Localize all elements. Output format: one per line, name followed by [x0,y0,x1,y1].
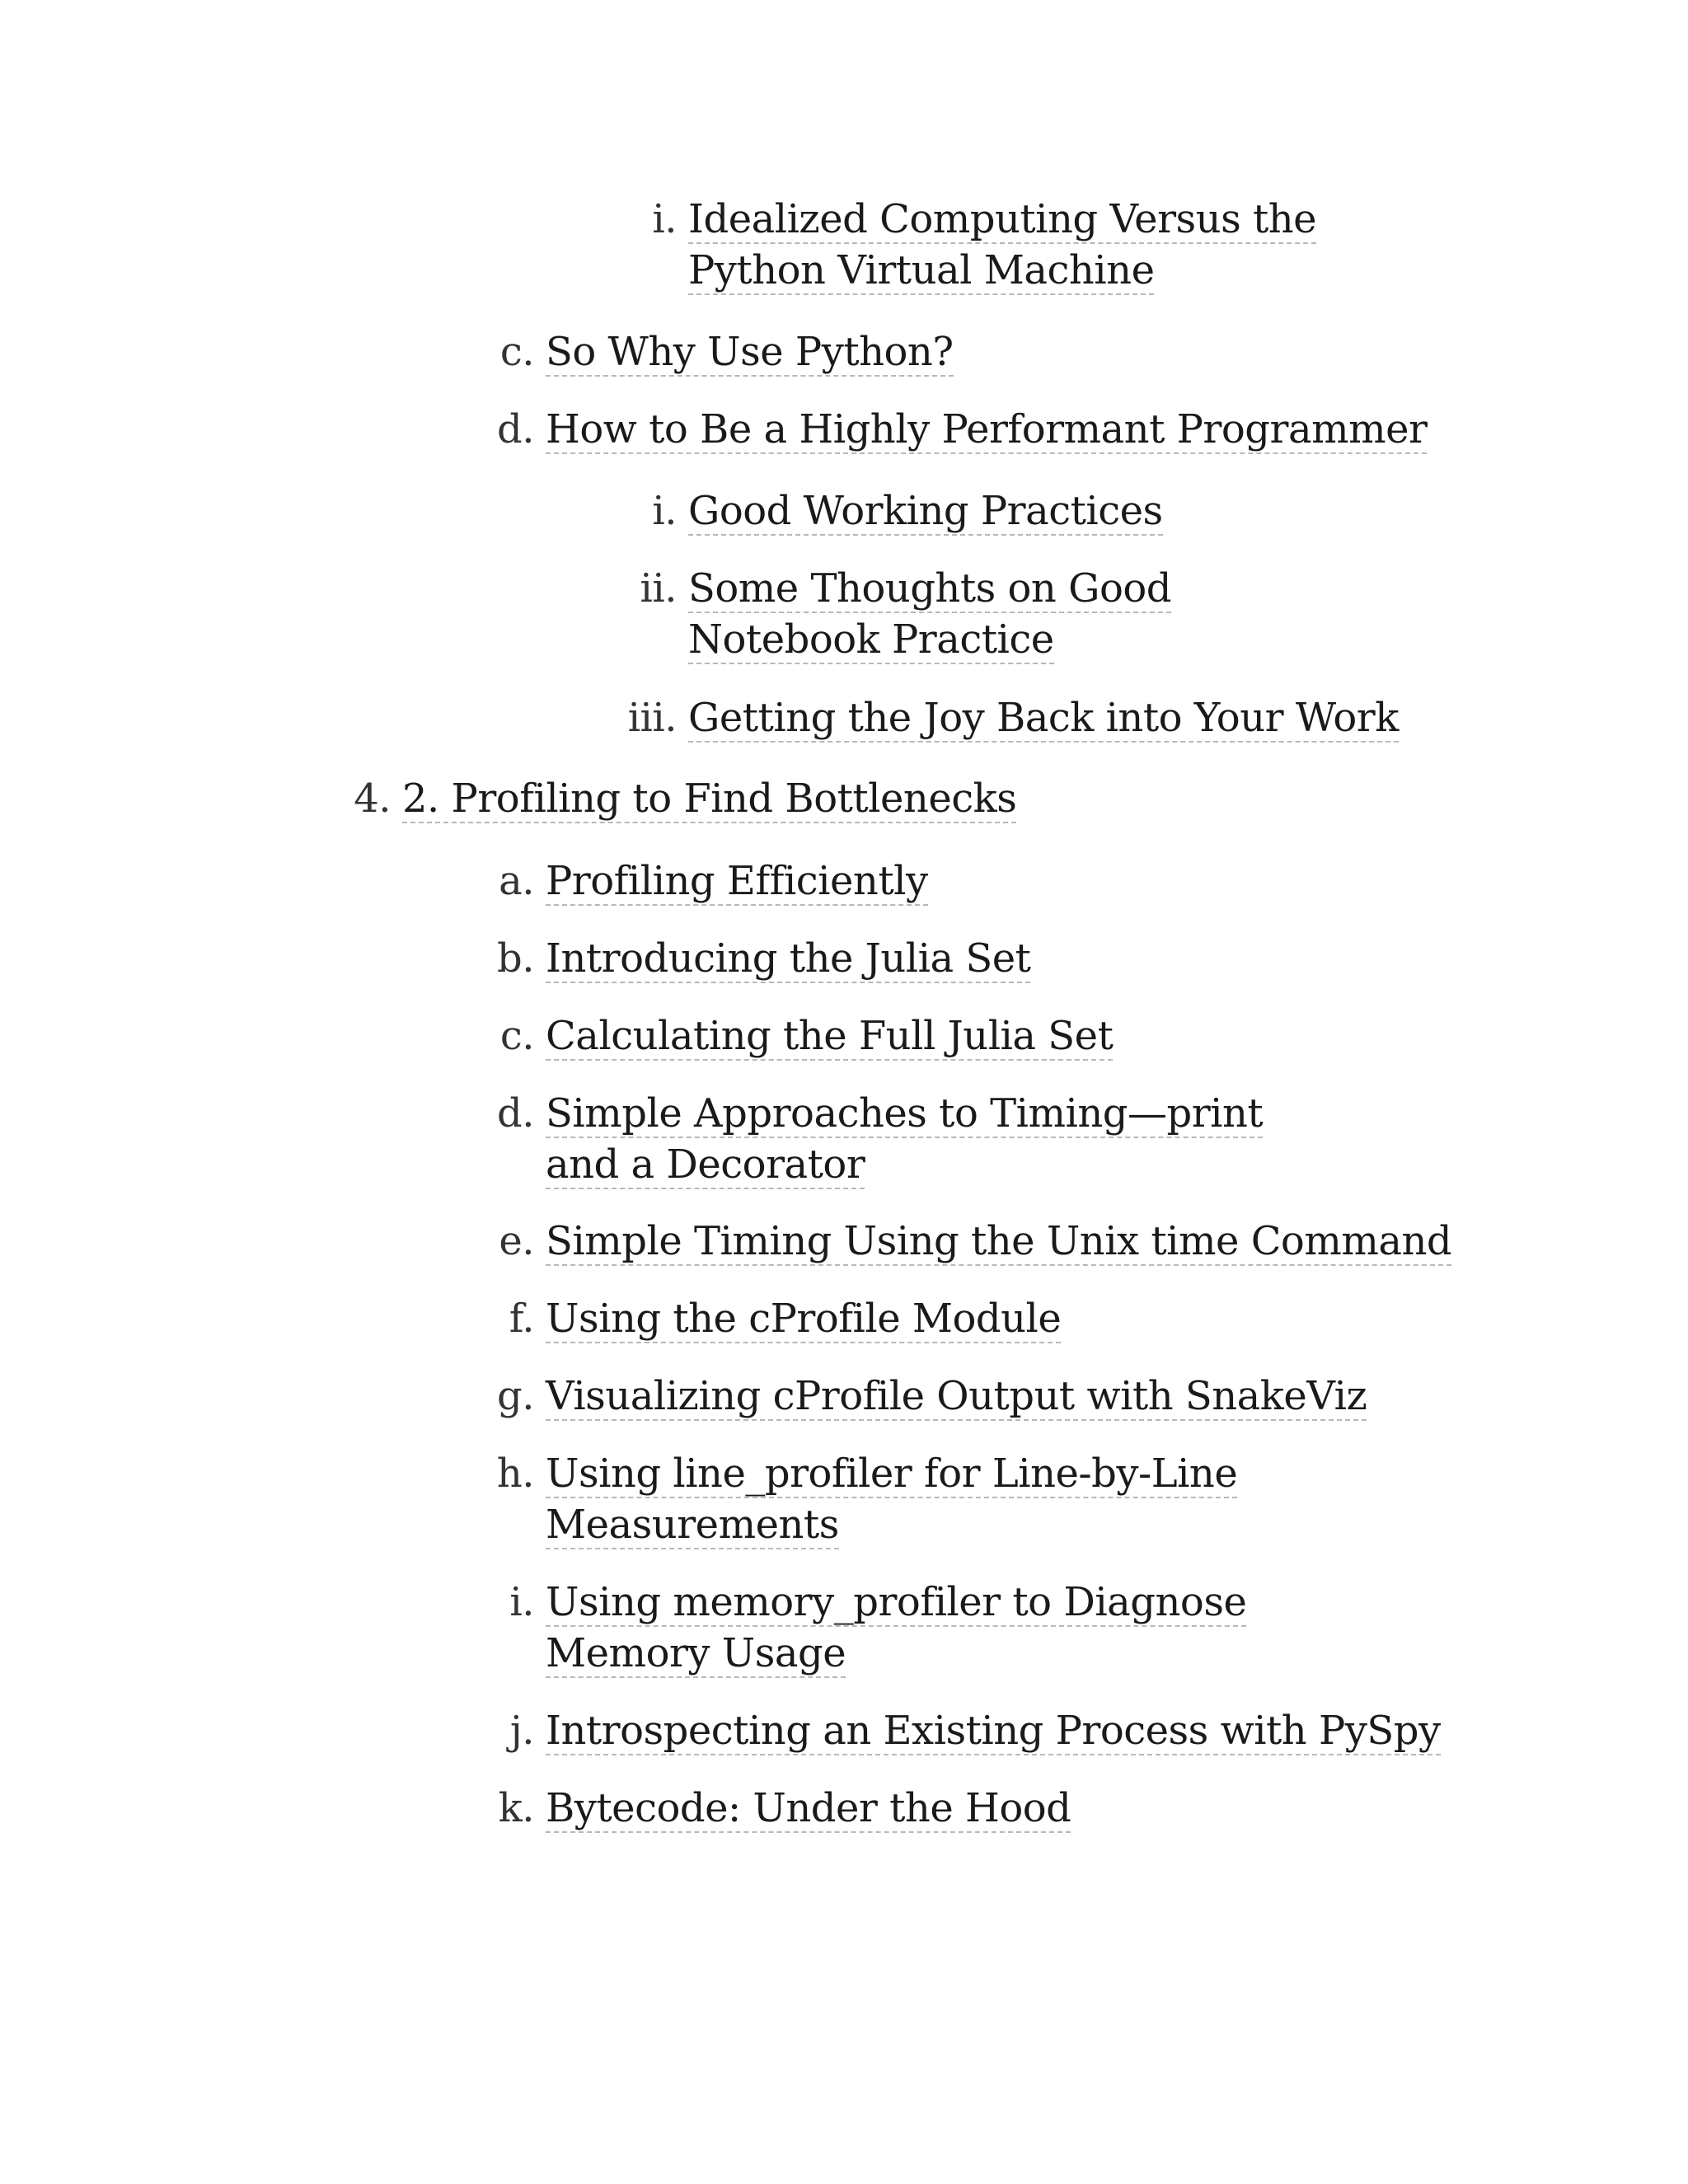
toc-entry-joy-back [627,692,1512,743]
toc-link-profiling-bottlenecks[interactable]: 2. Profiling to Find Bottlenecks [402,776,1017,822]
toc-entry-good-working-practices [652,485,1512,537]
toc-entry-bytecode [498,1783,1452,1834]
toc-link-idealized-computing[interactable]: Idealized Computing Versus the Python Virtual Machine [688,196,1317,293]
toc-marker: j. [509,1708,534,1754]
toc-link-unix-time-command[interactable]: Simple Timing Using the Unix time Command [546,1218,1452,1264]
toc-link-snakeviz[interactable]: Visualizing cProfile Output with SnakeViz [546,1373,1367,1419]
toc-marker: ii. [640,565,677,612]
toc-marker: f. [509,1296,534,1342]
toc-entry-pyspy [509,1705,1576,1756]
toc-entry-profiling-efficiently [499,855,1452,907]
toc-marker: e. [499,1218,534,1264]
toc-link-pyspy[interactable]: Introspecting an Existing Process with PySpy [546,1708,1441,1754]
toc-entry-line-profiler [496,1448,1246,1550]
toc-link-memory-profiler[interactable]: Using memory_profiler to Diagnose Memory Usage [546,1579,1247,1676]
toc-link-profiling-efficiently[interactable]: Profiling Efficiently [546,858,928,904]
toc-entry-why-use-python [499,326,1452,377]
toc-entry-full-julia-set [499,1010,1452,1062]
toc-marker: i. [509,1579,534,1625]
toc-marker: 4. [354,776,391,822]
toc-marker: b. [497,935,534,982]
toc-entry-simple-timing-approaches [497,1088,1329,1190]
toc-entry-unix-time-command [499,1216,1576,1267]
toc-link-full-julia-set[interactable]: Calculating the Full Julia Set [546,1013,1114,1059]
toc-entry-highly-performant-programmer [497,404,1535,455]
toc-entry-cprofile-module [509,1293,1452,1344]
toc-entry-snakeviz [497,1371,1535,1422]
toc-marker: a. [499,858,534,904]
toc-marker: g. [497,1373,534,1419]
toc-marker: iii. [627,695,677,741]
toc-link-highly-performant-programmer[interactable]: How to Be a Highly Performant Programmer [546,406,1428,452]
toc-link-good-working-practices[interactable]: Good Working Practices [688,488,1163,534]
toc-marker: c. [499,329,534,375]
toc-link-good-notebook-practice[interactable]: Some Thoughts on Good Notebook Practice [688,565,1171,663]
toc-marker: k. [498,1785,534,1831]
toc-link-cprofile-module[interactable]: Using the cProfile Module [546,1296,1062,1342]
toc-link-line-profiler[interactable]: Using line_profiler for Line-by-Line Measurements [546,1451,1238,1548]
toc-entry-julia-set-intro [497,933,1452,984]
toc-link-bytecode[interactable]: Bytecode: Under the Hood [546,1785,1071,1831]
toc-entry-memory-profiler [509,1577,1370,1679]
toc-link-julia-set-intro[interactable]: Introducing the Julia Set [546,935,1031,982]
toc-link-why-use-python[interactable]: So Why Use Python? [546,329,954,375]
toc-entry-idealized-computing [652,194,1414,296]
toc-marker: d. [497,1090,534,1137]
toc-entry-profiling-bottlenecks [354,773,1474,824]
toc-entry-good-notebook-practice [640,563,1331,665]
toc-marker: d. [497,406,534,452]
toc-marker: c. [499,1013,534,1059]
toc-link-joy-back[interactable]: Getting the Joy Back into Your Work [688,695,1399,741]
toc-marker: i. [652,196,677,242]
toc-marker: i. [652,488,677,534]
toc-link-simple-timing-approaches[interactable]: Simple Approaches to Timing—print and a Decorator [546,1090,1264,1188]
toc-marker: h. [496,1451,534,1497]
